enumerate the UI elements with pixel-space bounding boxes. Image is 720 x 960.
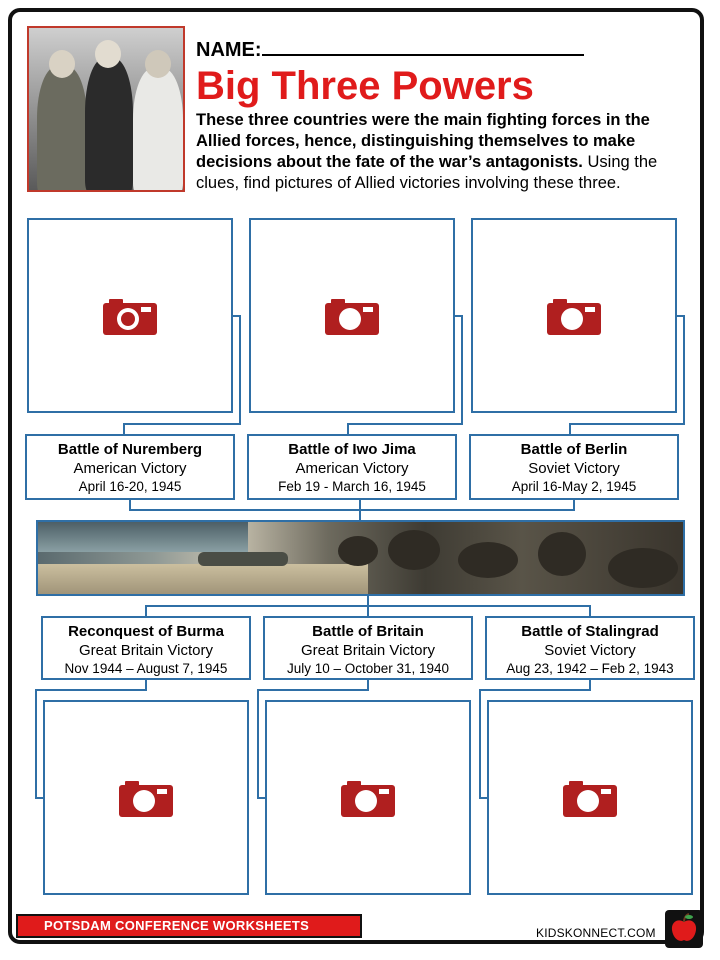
name-label: NAME: bbox=[196, 39, 262, 61]
battle-date: Nov 1944 – August 7, 1945 bbox=[64, 661, 228, 676]
battle-name: Battle of Iwo Jima bbox=[288, 441, 416, 458]
banner-beach bbox=[38, 564, 368, 596]
battle-victory: Soviet Victory bbox=[544, 642, 636, 659]
battle-label-stalingrad bbox=[485, 616, 695, 680]
photo-box-stalingrad[interactable] bbox=[487, 700, 693, 895]
battle-date: July 10 – October 31, 1940 bbox=[286, 661, 450, 676]
apple-icon bbox=[665, 910, 703, 948]
banner-soldier bbox=[388, 530, 440, 570]
banner-sea bbox=[38, 522, 248, 552]
battle-label-iwo-jima bbox=[247, 434, 457, 500]
battle-name: Battle of Stalingrad bbox=[521, 623, 659, 640]
banner-landing-craft bbox=[198, 552, 288, 566]
battle-name: Battle of Berlin bbox=[520, 441, 628, 458]
camera-icon bbox=[103, 297, 157, 335]
battle-name: Battle of Britain bbox=[312, 623, 424, 640]
banner-soldier bbox=[458, 542, 518, 578]
photo-box-burma[interactable] bbox=[43, 700, 249, 895]
camera-icon bbox=[325, 297, 379, 335]
battle-victory: American Victory bbox=[295, 460, 409, 477]
battle-name: Reconquest of Burma bbox=[68, 623, 224, 640]
camera-icon bbox=[341, 779, 395, 817]
banner-soldier bbox=[608, 548, 678, 588]
photo-box-britain[interactable] bbox=[265, 700, 471, 895]
battle-label-burma bbox=[41, 616, 251, 680]
site-name: KIDSKONNECT.COM bbox=[536, 926, 656, 940]
battle-label-nuremberg bbox=[25, 434, 235, 500]
logo-box bbox=[665, 910, 703, 948]
battle-date: April 16-May 2, 1945 bbox=[511, 479, 637, 494]
page-title: Big Three Powers bbox=[196, 64, 534, 108]
intro-bold: These three countries were the main fighting forces in the Allied forces, hence, distinguishing themselves to make decisions about the fate of the war’s antagonists. bbox=[196, 111, 650, 171]
battle-date: Feb 19 - March 16, 1945 bbox=[278, 479, 426, 494]
photo-box-nuremberg[interactable] bbox=[27, 218, 233, 413]
battle-banner-image bbox=[36, 520, 685, 596]
worksheet-tag: POTSDAM CONFERENCE WORKSHEETS bbox=[16, 914, 362, 938]
battle-label-britain bbox=[263, 616, 473, 680]
battle-victory: Great Britain Victory bbox=[79, 642, 213, 659]
camera-icon bbox=[119, 779, 173, 817]
banner-soldier bbox=[338, 536, 378, 566]
photo-box-iwo-jima[interactable] bbox=[249, 218, 455, 413]
battle-victory: Soviet Victory bbox=[528, 460, 620, 477]
battle-date: Aug 23, 1942 – Feb 2, 1943 bbox=[506, 661, 674, 676]
camera-icon bbox=[563, 779, 617, 817]
camera-icon bbox=[547, 297, 601, 335]
battle-date: April 16-20, 1945 bbox=[78, 479, 182, 494]
banner-soldier bbox=[538, 532, 586, 576]
battle-label-berlin bbox=[469, 434, 679, 500]
battle-name: Battle of Nuremberg bbox=[57, 441, 203, 458]
photo-box-berlin[interactable] bbox=[471, 218, 677, 413]
battle-victory: American Victory bbox=[73, 460, 187, 477]
intro-rest: Using the clues, find pictures of Allied victories involving these three. bbox=[196, 153, 658, 192]
battle-victory: Great Britain Victory bbox=[301, 642, 435, 659]
